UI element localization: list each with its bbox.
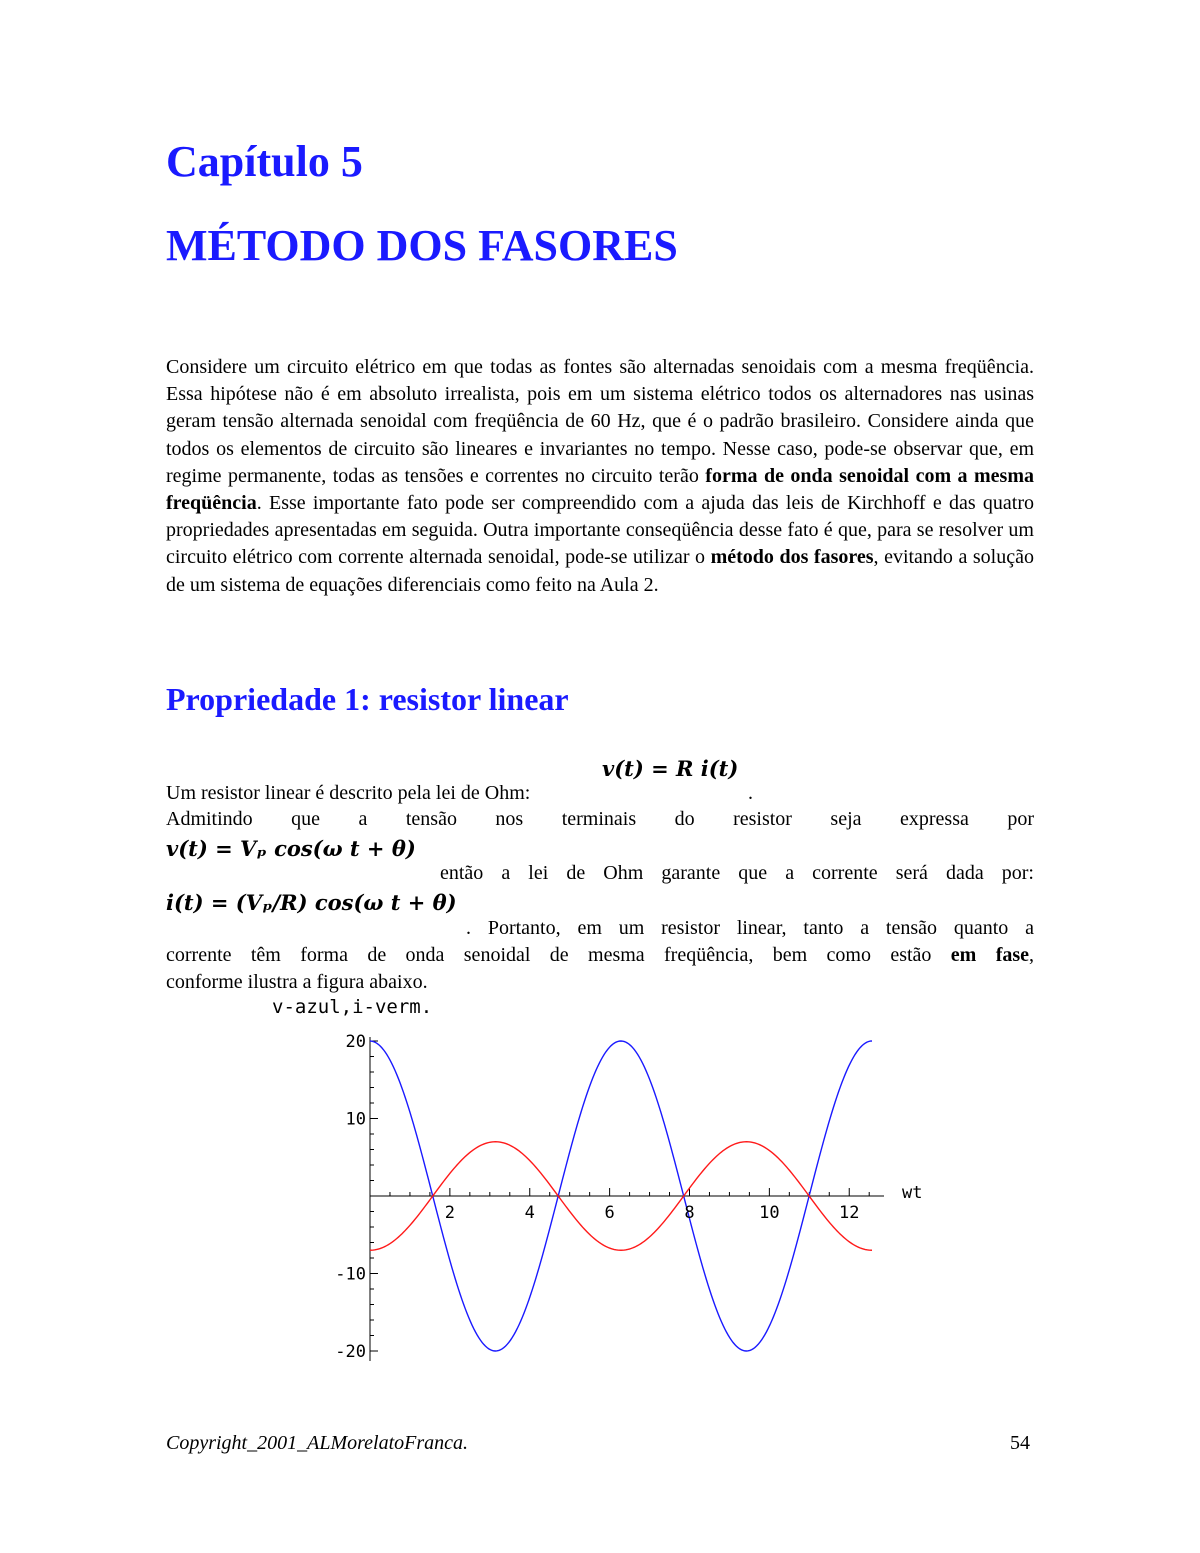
chart-title: v-azul,i-verm. [272,996,433,1018]
intro-text-3: , evitando a solução de um sistema de equações diferenciais como feito na Aula 2. [166,546,1034,596]
phase-sentence-text: corrente têm forma de onda senoidal de mesma freqüência, bem como estão [166,944,932,966]
x-tick-label: 4 [524,1203,535,1223]
intro-bold-2: método dos fasores [710,546,874,569]
phase-bold: em fase [950,944,1030,966]
x-tick-label: 12 [838,1203,860,1223]
copyright-footer: Copyright_2001_ALMorelatoFranca. [166,1432,469,1454]
chapter-heading: Capítulo 5 [166,137,363,186]
chart-labels [335,1032,922,1362]
admit-sentence: Admitindo que a tensão nos terminais do resistor seja expressa por [166,808,1034,830]
chapter-title: MÉTODO DOS FASORES [166,221,678,270]
chart-axes [370,1037,884,1361]
therefore-sentence: . Portanto, em um resistor linear, tanto a tensão quanto a [466,917,1034,939]
x-tick-label: 2 [444,1203,455,1223]
ohm-law-period: . [748,782,753,804]
x-tick-label: 6 [604,1203,615,1223]
phase-comma: , [1029,944,1035,966]
x-tick-label: 8 [684,1203,695,1223]
x-tick-label: 10 [759,1203,780,1223]
ohm-law-equation: v(t) = R i(t) [602,756,739,781]
y-tick-label: 10 [345,1109,366,1130]
current-equation: i(t) = (Vₚ/R) cos(ω t + θ) [166,890,457,915]
y-tick-label: -20 [335,1342,366,1362]
x-axis-label: wt [902,1183,923,1203]
intro-text-2: . Esse importante fato pode ser compreendido com a ajuda das leis de Kirchhoff e das quatro propriedades apresentadas em seguida. Outra importante conseqüência desse fato é que, para se resolver um circuito elétrico com corrente alternada senoidal, pode-se utilizar o [166,492,1034,569]
voltage-equation: v(t) = Vₚ cos(ω t + θ) [166,836,416,861]
intro-text-1: Considere um circuito elétrico em que todas as fontes são alternadas senoidais com a mesma freqüência. Essa hipótese não é em absoluto irrealista, pois em um sistema elétrico todos os alternadores nas usinas geram tensão alternada senoidal com freqüência de 60 Hz, que é o padrão brasileiro. Considere ainda que todos os elementos de circuito são lineares e invariantes no tempo. Nesse caso, pode-se observar que, em regime permanente, todas as tensões e correntes no circuito terão [166,356,1034,487]
then-sentence: então a lei de Ohm garante que a corrente será dada por: [440,862,1034,884]
y-tick-label: 20 [345,1032,366,1052]
ohm-law-sentence: Um resistor linear é descrito pela lei de Ohm: [166,782,531,804]
page-number: 54 [1010,1432,1030,1454]
y-tick-label: -10 [335,1264,366,1285]
intro-bold-1: forma de onda senoidal com a mesma freqüência [166,464,1034,515]
section-heading: Propriedade 1: resistor linear [166,681,569,717]
figure-reference: conforme ilustra a figura abaixo. [166,971,428,993]
